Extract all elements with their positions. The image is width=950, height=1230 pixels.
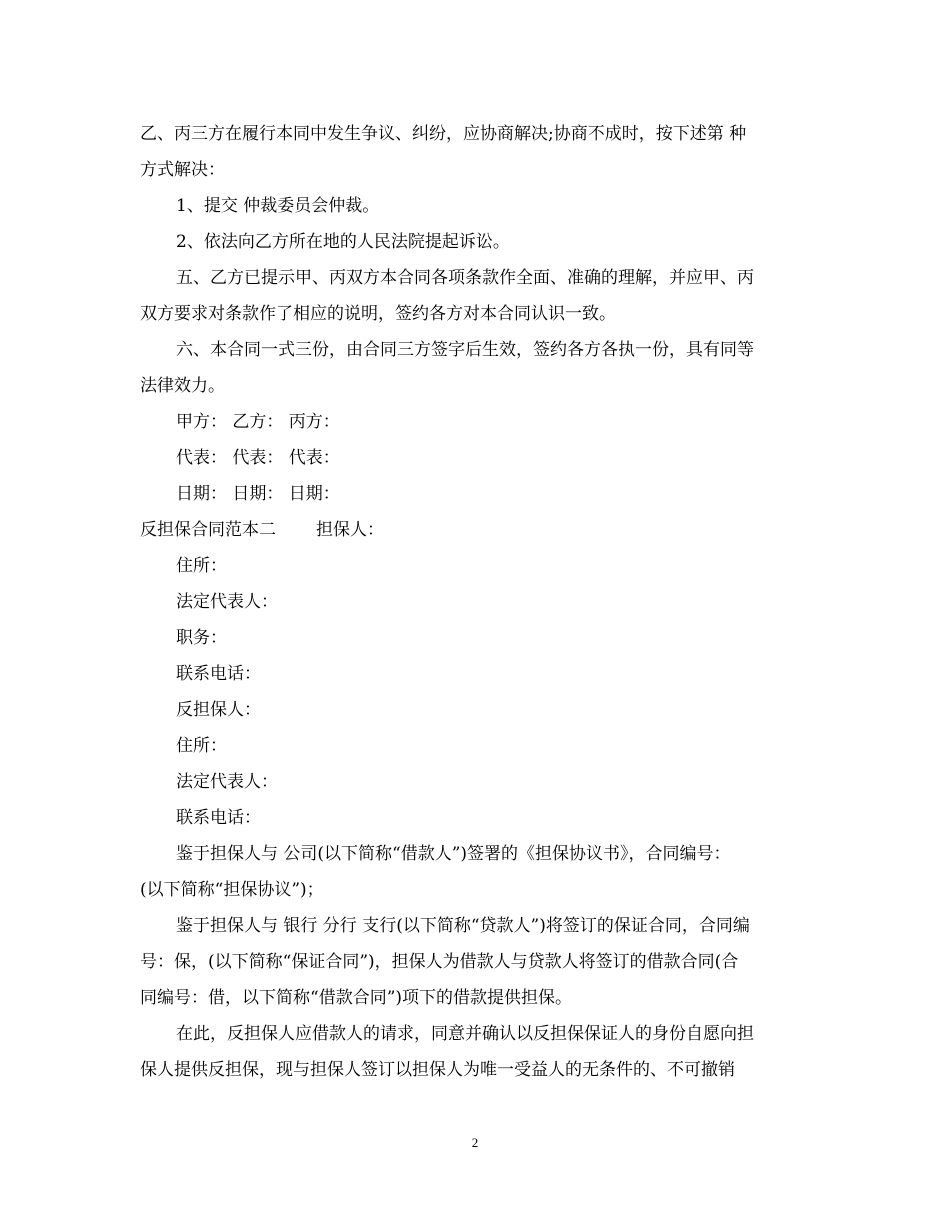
text-line: 六、本合同一式三份，由合同三方签字后生效，签约各方各执一份，具有同等 [176,340,754,360]
page-number: 2 [471,1135,479,1150]
signature-parties-line: 甲方： 乙方： 丙方： [176,412,340,432]
text-line: 方式解决： [140,160,225,180]
field-line: 法定代表人： [176,772,278,792]
text-line: 双方要求对条款作了相应的说明，签约各方对本合同认识一致。 [140,304,616,324]
field-line: 住所： [176,556,227,576]
section-title: 反担保合同范本二 [140,520,276,540]
section-heading-line [140,512,812,548]
field-line: 住所： [176,736,227,756]
text-line: 鉴于担保人与 银行 分行 支行(以下简称“贷款人”)将签订的保证合同，合同编 [176,916,750,936]
field-line: 法定代表人： [176,592,278,612]
text-line: 同编号：借，以下简称“借款合同”)项下的借款提供担保。 [140,988,573,1008]
field-line: 职务： [176,628,227,648]
signature-dates-line: 日期： 日期： 日期： [176,484,340,504]
text-line: 五、乙方已提示甲、丙双方本合同各项条款作全面、准确的理解，并应甲、丙 [176,268,754,288]
document-body [140,116,812,1088]
field-line: 反担保人： [176,700,261,720]
text-line: 号：保，(以下简称“保证合同”)，担保人为借款人与贷款人将签订的借款合同(合 [140,952,739,972]
text-line: (以下简称“担保协议”)； [140,880,324,900]
signature-representatives-line: 代表： 代表： 代表： [176,448,340,468]
text-line: 2、依法向乙方所在地的人民法院提起诉讼。 [176,232,510,252]
text-line: 1、提交 仲裁委员会仲裁。 [176,196,380,216]
text-line: 乙、丙三方在履行本同中发生争议、纠纷，应协商解决;协商不成时，按下述第 种 [140,124,747,144]
text-line: 保人提供反担保，现与担保人签订以担保人为唯一受益人的无条件的、不可撤销 [140,1060,735,1080]
field-line: 联系电话： [176,808,261,828]
text-line: 在此，反担保人应借款人的请求，同意并确认以反担保保证人的身份自愿向担 [176,1024,754,1044]
field-line: 联系电话： [176,664,261,684]
guarantor-label: 担保人： [316,520,384,540]
text-line: 鉴于担保人与 公司(以下简称“借款人”)签署的《担保协议书》，合同编号： [176,844,731,864]
text-line: 法律效力。 [140,376,225,396]
